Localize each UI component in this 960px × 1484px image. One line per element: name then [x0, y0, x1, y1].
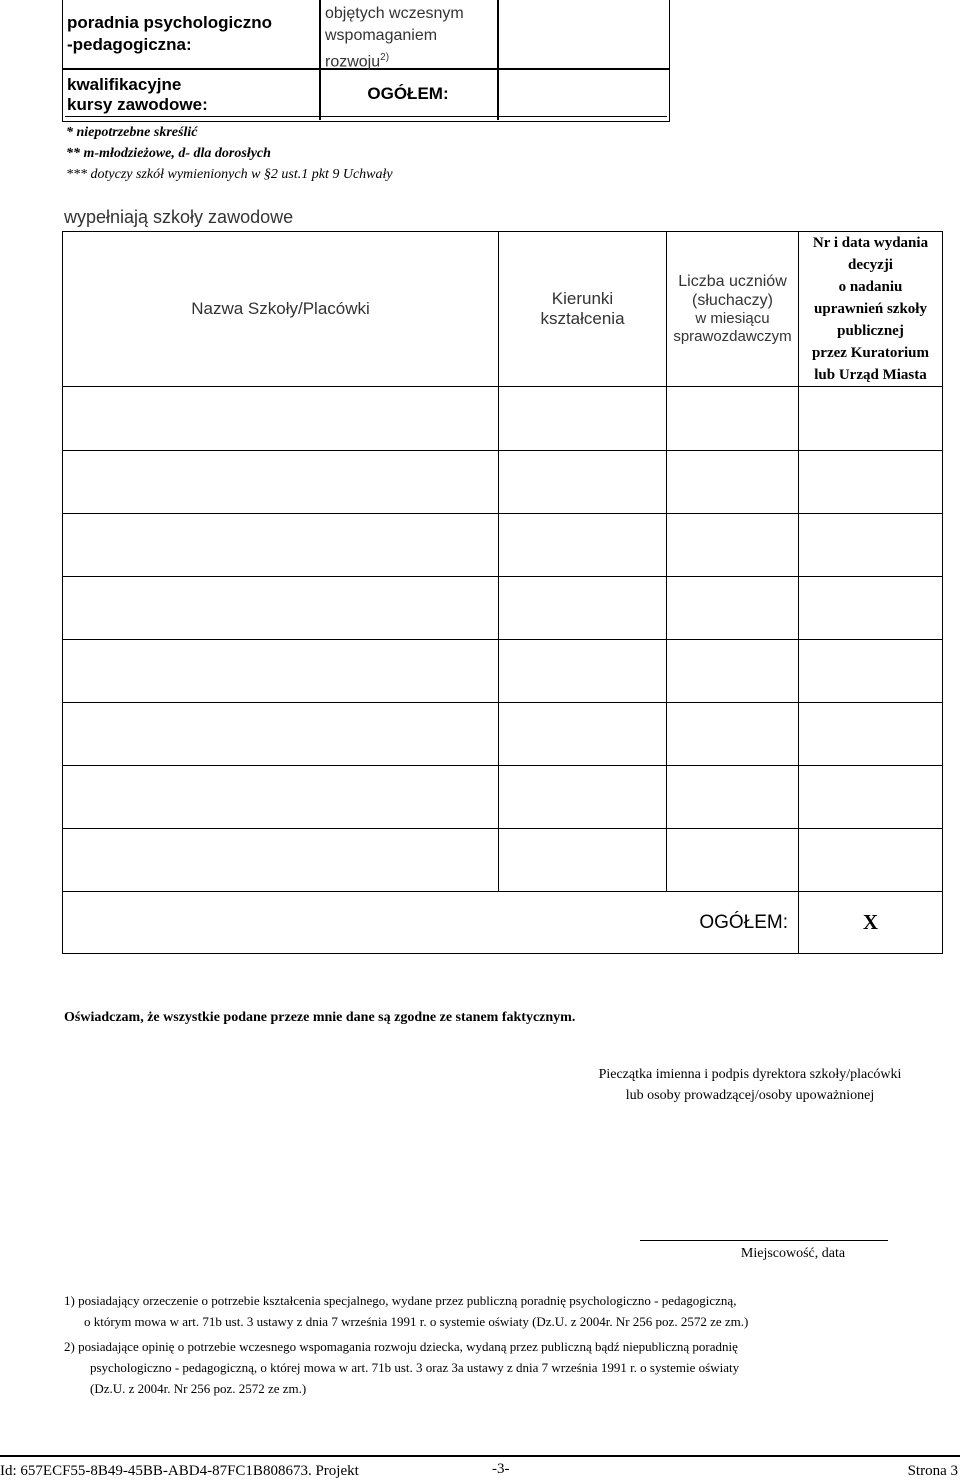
cell[interactable]: [499, 703, 667, 766]
cell[interactable]: [667, 766, 799, 829]
row1-mid-line1: objętych wczesnym: [325, 5, 464, 22]
cell[interactable]: [799, 829, 943, 892]
cell[interactable]: [63, 514, 499, 577]
total-x-cell: [799, 892, 943, 954]
cell[interactable]: [667, 387, 799, 451]
cell[interactable]: [499, 577, 667, 640]
table-row: [63, 640, 943, 703]
header-students-line1: Liczba uczniów: [678, 272, 787, 290]
cell[interactable]: [799, 766, 943, 829]
cell[interactable]: [499, 514, 667, 577]
total-label-cell: [63, 892, 799, 954]
row2-total-label: OGÓŁEM:: [367, 84, 449, 103]
cell[interactable]: [63, 577, 499, 640]
total-x: X: [862, 910, 879, 934]
table-row: [63, 514, 943, 577]
header-students-line3: w miesiącu: [695, 310, 770, 328]
row1-left-line2: -pedagogiczna:: [67, 35, 192, 54]
top-table: [62, 0, 670, 122]
row1-mid-line2: wspomaganiem: [325, 27, 438, 44]
footer-page-number: -3-: [492, 1461, 510, 1477]
stamp-line-2: lub osoby prowadzącej/osoby upoważnionej: [625, 1088, 875, 1103]
footnote-2-line-2: psychologiczno - pedagogiczną, o której mowa w art. 71b ust. 3 oraz 3a ustawy z dnia 7 września 1991 r. o systemie oświaty: [90, 1360, 740, 1375]
header-decision-line2: decyzji: [848, 257, 893, 273]
table-row: [63, 451, 943, 514]
stamp-line-1: Pieczątka imienna i podpis dyrektora szkoły/placówki: [598, 1067, 902, 1082]
cell[interactable]: [667, 577, 799, 640]
signature-line: [640, 1240, 888, 1241]
cell[interactable]: [499, 766, 667, 829]
header-decision-line1: Nr i data wydania: [812, 235, 929, 251]
notes: [66, 122, 393, 185]
section-title: wypełniają szkoły zawodowe: [64, 207, 294, 227]
cell[interactable]: [667, 451, 799, 514]
footnote-2-line-3: (Dz.U. z 2004r. Nr 256 poz. 2572 ze zm.): [90, 1381, 307, 1396]
footnote-1-line-1: 1) posiadający orzeczenie o potrzebie kształcenia specjalnego, wydane przez publiczną poradnię psychologiczno - pedagogiczną,: [64, 1293, 737, 1308]
cell[interactable]: [799, 577, 943, 640]
cell[interactable]: [63, 640, 499, 703]
header-directions: [499, 232, 667, 387]
row1-left-label: [67, 12, 272, 56]
cell[interactable]: [799, 387, 943, 451]
header-school-name: [63, 232, 499, 387]
cell[interactable]: [63, 451, 499, 514]
cell[interactable]: [667, 514, 799, 577]
table-row: [63, 387, 943, 451]
cell[interactable]: [63, 387, 499, 451]
row1-mid-line3: rozwoju: [325, 53, 381, 71]
row2-left-label: [67, 75, 208, 115]
header-decision-line3: o nadaniu: [838, 279, 903, 295]
cell[interactable]: [799, 640, 943, 703]
cell[interactable]: [63, 766, 499, 829]
header-students-line4: sprawozdawczym: [673, 328, 792, 346]
footer-id: Id: 657ECF55-8B49-45BB-ABD4-87FC1B808673. Projekt: [0, 1463, 359, 1479]
footnotes: [64, 1290, 748, 1399]
cell[interactable]: [499, 829, 667, 892]
footnote-2-line-1: 2) posiadające opinię o potrzebie wczesnego wspomagania rozwoju dziecka, wydaną przez publiczną bądź niepubliczną poradnię: [64, 1339, 738, 1354]
note-1: * niepotrzebne skreślić: [66, 125, 198, 140]
row1-mid-label: [325, 3, 464, 73]
note-2: ** m-młodzieżowe, d- dla dorosłych: [66, 146, 271, 161]
total-label: OGÓŁEM:: [699, 911, 788, 933]
table-total-row: [63, 892, 943, 954]
cell[interactable]: [667, 703, 799, 766]
note-3: *** dotyczy szkół wymienionych w §2 ust.1 pkt 9 Uchwały: [66, 167, 393, 182]
cell[interactable]: [667, 640, 799, 703]
header-school-name-text: Nazwa Szkoły/Placówki: [191, 298, 370, 318]
footer-strona: Strona 3: [907, 1463, 958, 1479]
row2-left-line2: kursy zawodowe:: [67, 95, 208, 114]
table-row: [63, 766, 943, 829]
header-directions-line2: kształcenia: [540, 309, 625, 328]
header-decision-line6: przez Kuratorium: [811, 345, 930, 361]
header-decision-line4: uprawnień szkoły: [814, 301, 927, 317]
place-date-caption: Miejscowość, data: [740, 1246, 846, 1261]
table-header-row: [63, 232, 943, 387]
cell[interactable]: [499, 640, 667, 703]
footer-rule: [0, 1455, 960, 1457]
cell[interactable]: [667, 829, 799, 892]
table-row: [63, 829, 943, 892]
footnote-1-line-2: o którym mowa w art. 71b ust. 3 ustawy z dnia 7 września 1991 r. o systemie oświaty (Dz.U. z 2004r. Nr 256 poz. 2572 ze zm.): [84, 1314, 749, 1329]
school-table: [62, 231, 943, 954]
cell[interactable]: [799, 514, 943, 577]
cell[interactable]: [799, 451, 943, 514]
header-directions-line1: Kierunki: [551, 288, 614, 308]
header-decision-line5: publicznej: [837, 323, 904, 339]
stamp-caption: [540, 1064, 960, 1106]
row2-left-line1: kwalifikacyjne: [67, 75, 182, 94]
row1-mid-sup: 2): [380, 52, 390, 63]
table-row: [63, 703, 943, 766]
cell[interactable]: [63, 703, 499, 766]
cell[interactable]: [499, 451, 667, 514]
header-decision: [799, 232, 943, 387]
header-students-line2: (słuchaczy): [692, 292, 773, 309]
cell[interactable]: [799, 703, 943, 766]
declaration: Oświadczam, że wszystkie podane przeze mnie dane są zgodne ze stanem faktycznym.: [64, 1010, 576, 1025]
header-students: [667, 232, 799, 387]
cell[interactable]: [499, 387, 667, 451]
header-decision-line7: lub Urząd Miasta: [814, 367, 927, 383]
row1-left-line1: poradnia psychologiczno: [67, 13, 272, 32]
cell[interactable]: [63, 829, 499, 892]
table-row: [63, 577, 943, 640]
